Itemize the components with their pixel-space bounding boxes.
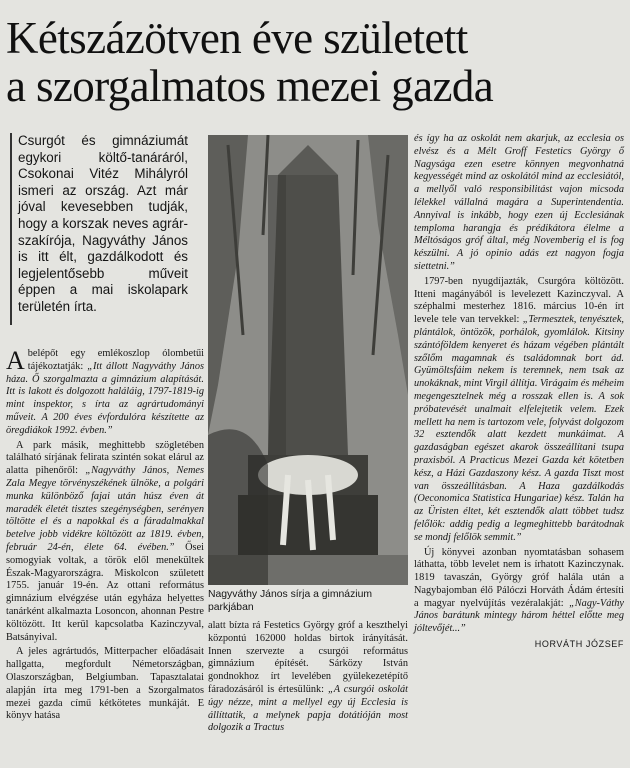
dropcap: A [6, 346, 25, 375]
lead-paragraph: Csurgót és gimnáziumát egykori költő-tanáráról, Csokonai Vitéz Mihályról ismeri az ország. Azt már jóval kevesebben tudják, hogy a korszak neves agrár-szakírója, Nagyváthy János is itt élt, gazdálkodott és legjelentősebb műveit éppen a mai iskolapark területén írta. [18, 133, 188, 314]
photo-caption: Nagyváthy János sírja a gimnázium parkjában [208, 589, 373, 613]
col3-paragraph-1: és így ha az oskolát nem akarjuk, az ecclesia os elvész és a Mélt Groff Festetics György ő Nagysága ezen esetre könnyen megvonhatná kegyességét mind az oskolától mind az ecclesiától, a mellyől való responsibilitást vajon micsoda lélekkel vállalná magára a Superintendentia. Annyival is inkább, hogy ezen új Ecclesiának temploma harangja és prédikátora élelme a Méltóságos gróf által, még Novemberig el is fog készülni. A jó opinio adás ezt nagyon fogja siettetni.” [414, 133, 624, 272]
col1-paragraph-1: A belépőt egy emlékoszlop ólombetűi tájékoztatják: „Itt állott Nagyváthy János háza. Ő szorgalmazta a gimnázium alapítását. Itt is lakott és dolgozott haláláig, 1797-1819-ig mint inspektor, s írta az agrártudományi műveit. A 200 éves évfordulóra készítette az öregdiákok 1992. évben.” [6, 346, 204, 436]
column-3 [414, 133, 624, 651]
memorial-photo [208, 135, 408, 585]
col3-paragraph-2: 1797-ben nyugdíjazták, Csurgóra költözött. Itteni magányából is levelezett Kazinczyval. A széphalmi mesterhez 1816. március 10-én írt levele tele van tervekkel: „Termesztek, tenyésztek, plántálok, öntözök, porhálok, gyomlálok. Kitsiny szántóföldem kenyeret és házam végében plántált szőlőm magamnak és tsaládomnak bort ád. Gyümöltsfáim nekem is teremnek, nem tsak az unokáknak, mint Virgil állítja. Virágaim és méheim megengesztelnek még a rosszak ellen is. A sok próbatevését unalmait elfelejtetik velem. Ezek mellett ha nem is tartozom vele, folyvást dolgozom 32 esztendők alatt kezdett munkáimat. A gazdaságban egészet akarok összeállítani tsupa praxisból. A Practicus Mezei Gazda két kötetben kész, a Házi Gazdaszony kész. A gazda Tiszt most van összeállításban. A Haza gazdálkodás (Oeconomica Statistica Hungariae) kész. Talán ha az Üristen éltet, két esztendők alatt többet tudsz felőlök: addig pedig a legmeghittebb barátodnak se mondj felőlök semmit.” [414, 275, 624, 543]
col1-paragraph-3: A jeles agrártudós, Mitterpacher előadásait hallgatta, megfordult Németországban, Olaszországban, Belgiumban. Tapasztalatai alapján írta meg 1791-ben a Szorgalmatos mezei gazda című kétkötetes munkáját. E könyv hatása [6, 646, 204, 722]
col2-paragraph: alatt bízta rá Festetics György gróf a keszthelyi központú 162000 holdas birtok irányítását. Innen szervezte a csurgói református gimnázium építését. Sárközy István gondnokhoz írt levelében gyülekezetépítő fáradozásáról is értesülünk: „A csurgói oskolát úgy nézze, mint a mellyel egy új Ecclesia is állíttatik, a melynek papja dotátióján most dolgozik a Tractus [208, 620, 408, 734]
col1-paragraph-2: A park másik, meghittebb szögletében található sírjának felirata szintén sokat elárul az alatta pihenőről: „Nagyváthy János, Nemes Zala Megye törvényszékének ülnöke, a polgári munka különböző fajai után húsz éven át maradék életét tisztes szegénységben, serényen töltötte el és a napokkal és a fáradalmakkal betelve jobb vidékre költözött az 1819. évben, február 24-én, élete 64. évében.” Ősei somogyiak voltak, a török elől menekültek Észak-Magyarországra. Miskolcon született 1755. január 19-én. Az ottani református gimnázium elvégzése után egyháza helyettes tanárként alkalmazta Losoncon, ahonnan Pestre költözött. Itt kerül kapcsolatba Kazinczyval, Batsányival. [6, 439, 204, 643]
lead-rule [10, 133, 12, 325]
column-1 [6, 348, 204, 725]
author-signature: HORVÁTH JÓZSEF [534, 639, 624, 650]
column-2 [208, 620, 408, 737]
headline [6, 14, 626, 110]
headline-line-2: a szorgalmatos mezei gazda [6, 61, 494, 111]
col3-paragraph-3: Új könyvei azonban nyomtatásban sohasem láthatta, több levelet nem is írhatott Kazinczynak. 1819 tavaszán, György gróf halála után a Nagybajomban élő Pálóczi Horváth Ádám értesíti a magyar nyelvújítás vezéralakját: „Nagy-Váthy János barátunk mintegy három héttel előtte meg jóltevőjét...” [414, 546, 624, 635]
headline-line-1: Kétszázötven éve született [6, 13, 468, 63]
obelisk-photo-illustration [208, 135, 408, 585]
